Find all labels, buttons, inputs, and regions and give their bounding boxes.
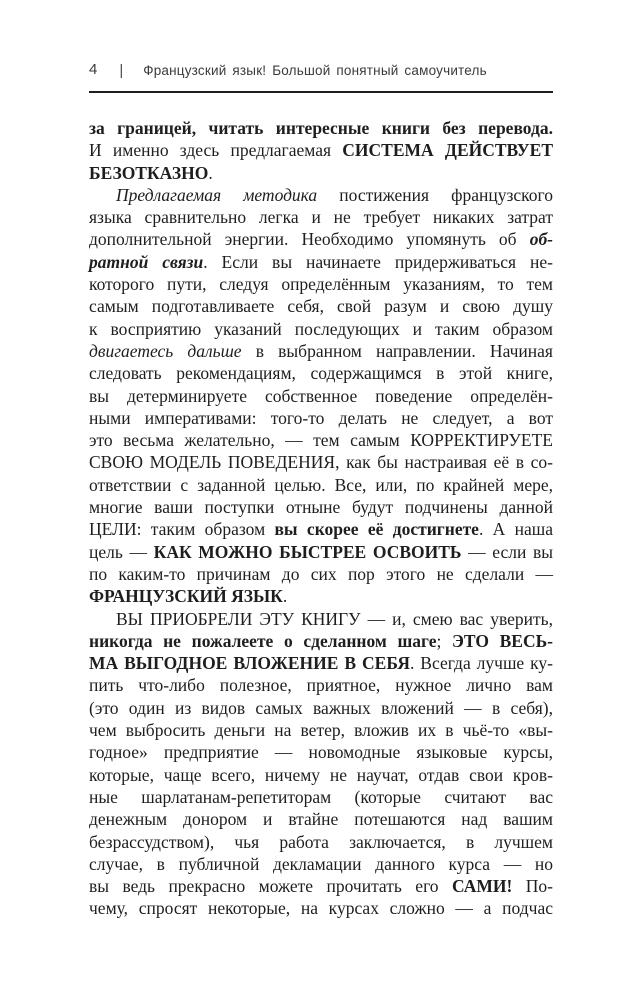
text-run: чему, спросят некоторые, на курсах сложно — а подчас (89, 898, 553, 919)
text-line (89, 630, 553, 652)
text-line (89, 697, 553, 719)
text-line (89, 451, 553, 473)
text-run: ФРАНЦУЗСКИЙ ЯЗЫК (89, 586, 283, 607)
text-run: И именно здесь предлагаемая (89, 140, 343, 161)
text-run: многие ваши поступки отныне будут подчинены данной (89, 497, 553, 518)
text-run: ными императивами: того-то делать не следует, а вот (89, 407, 553, 428)
text-line (89, 808, 553, 830)
text-run: цель — (89, 541, 154, 562)
text-run: вы детерминируете собственное поведение определён- (89, 385, 553, 406)
text-run: Предлагаемая методика (116, 184, 318, 205)
text-line (89, 786, 553, 808)
text-line (89, 184, 553, 206)
text-line (89, 674, 553, 696)
text-run: которого пути, следуя определённым указаниям, то тем (89, 274, 553, 295)
text-line (89, 318, 553, 340)
text-run: . (208, 162, 213, 183)
text-line (89, 139, 553, 161)
text-line (89, 853, 553, 875)
header-separator: | (119, 61, 124, 79)
text-line (89, 429, 553, 451)
text-run: . Если вы начинаете придерживаться не- (203, 251, 553, 272)
text-run: ЭТО ВЕСЬ- (452, 630, 553, 651)
text-run: постижения французского (317, 184, 553, 205)
text-run: МА ВЫГОДНОЕ ВЛОЖЕНИЕ В СЕБЯ (89, 653, 410, 674)
text-line (89, 764, 553, 786)
text-run: САМИ! (451, 876, 513, 897)
text-run: языка сравнительно легка и не требует никаких затрат (89, 207, 553, 228)
text-run: дополнительной энергии. Необходимо упомянуть об (89, 229, 530, 250)
text-line (89, 652, 553, 674)
text-run: ответствии с заданной целью. Все, или, по крайней мере, (89, 474, 553, 495)
text-run: ратной связи (89, 251, 204, 272)
text-run: ные шарлатанам-репетиторам (которые считают вас (89, 786, 553, 807)
text-line (89, 362, 553, 384)
text-run: . (282, 586, 288, 607)
text-line (89, 273, 553, 295)
text-run: пить что-либо полезное, приятное, нужное лично вам (89, 675, 553, 696)
text-line (89, 385, 553, 407)
text-run: никогда не пожалеете о сделанном шаге (89, 630, 437, 651)
text-run: . А наша (478, 519, 553, 540)
text-run: по каким-то причинам до сих пор этого не сделали — (89, 563, 553, 584)
running-title: Французский язык! Большой понятный самоучитель (143, 62, 487, 78)
text-line (89, 295, 553, 317)
text-run: двигаетесь дальше (89, 340, 242, 361)
text-line (89, 474, 553, 496)
text-line (89, 518, 553, 540)
text-run: СИСТЕМА ДЕЙСТВУЕТ (342, 140, 553, 161)
text-line (89, 541, 553, 563)
paragraph (89, 184, 553, 608)
text-run: которые, чаще всего, ничему не научат, отдав свои кров- (89, 764, 553, 785)
text-line (89, 831, 553, 853)
text-run: (это один из видов самых важных вложений — в себя), (89, 697, 553, 718)
text-line (89, 875, 553, 897)
text-line (89, 585, 553, 607)
text-run: безрассудством), чья работа заключается, в лучшем (89, 831, 553, 852)
text-line (89, 719, 553, 741)
text-run: вы скорее её достигнете (274, 519, 479, 540)
text-run: следовать рекомендациям, содержащимся в этой книге, (89, 363, 553, 384)
text-line (89, 608, 553, 630)
text-line (89, 251, 553, 273)
text-run: БЕЗОТКАЗНО (89, 162, 209, 183)
text-line (89, 340, 553, 362)
text-run: денежным донором и втайне потешаются над вашим (89, 809, 553, 830)
text-line (89, 407, 553, 429)
text-run: ЦЕЛИ: таким образом (89, 519, 275, 540)
paragraph (89, 608, 553, 920)
text-run: чем выбросить деньги на ветер, вложив их в чьё-то «вы- (89, 720, 553, 741)
text-line (89, 162, 553, 184)
text-run: . Всегда лучше ку- (409, 653, 554, 674)
page-number: 4 (89, 61, 98, 78)
paragraph (89, 117, 553, 184)
text-run: к восприятию указаний последующих и таким образом (89, 318, 553, 339)
text-run: в выбранном направлении. Начиная (241, 340, 553, 361)
text-run: По- (512, 876, 553, 897)
text-line (89, 897, 553, 919)
header-rule (89, 91, 553, 93)
text-line (89, 496, 553, 518)
text-run: — если вы (461, 541, 553, 562)
text-line (89, 117, 553, 139)
text-run: годное» предприятие — новомодные языковые курсы, (89, 742, 553, 763)
text-run: ВЫ ПРИОБРЕЛИ ЭТУ КНИГУ — и, смею вас уверить, (116, 608, 553, 629)
text-line (89, 741, 553, 763)
text-line (89, 563, 553, 585)
text-run: самым подготавливаете себя, свой разум и свою душу (89, 296, 553, 317)
page-header (89, 61, 553, 79)
text-run: вы ведь прекрасно можете прочитать его (89, 876, 452, 897)
text-run: об- (529, 229, 553, 250)
text-run: это весьма желательно, — тем самым КОРРЕКТИРУЕТЕ (89, 430, 553, 451)
text-line (89, 228, 553, 250)
text-line (89, 206, 553, 228)
text-run: КАК МОЖНО БЫСТРЕЕ ОСВОИТЬ (153, 541, 462, 562)
text-run: ; (436, 630, 453, 651)
page-body (89, 117, 553, 920)
text-run: СВОЮ МОДЕЛЬ ПОВЕДЕНИЯ, как бы настраивая её в со- (89, 452, 553, 473)
text-run: за границей, читать интересные книги без перевода. (89, 118, 553, 138)
text-run: случае, в публичной декламации данного курса — но (89, 853, 553, 874)
